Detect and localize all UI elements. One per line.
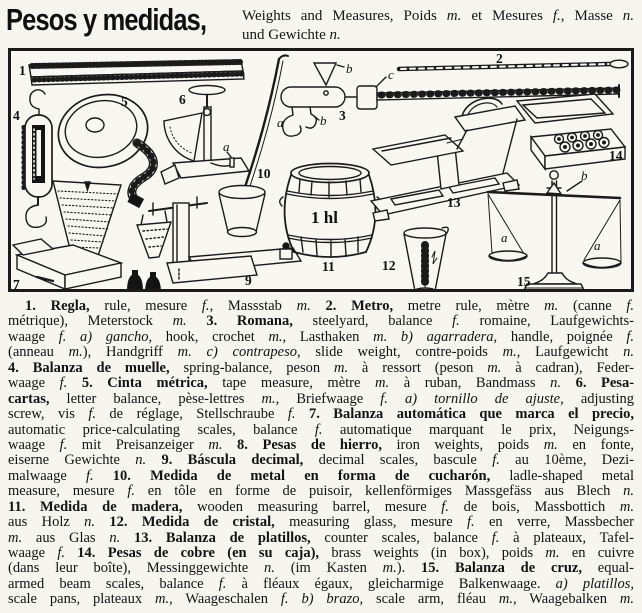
ruler-illustration [29, 60, 244, 85]
description-line: screw, vis f. de réglage, Stellschraube f. 7. Balanza automática que marca el precio, [8, 406, 635, 423]
description-line: m. aus Glas n. 13. Balanza de platillos, counter scales, balance f. à plateaux, Tafel- [8, 529, 634, 546]
page-title: Pesos y medidas, [6, 2, 207, 37]
label-15a-right: a [594, 238, 601, 253]
description-line: automatic price-calculating scales, balance f. automatique marquant le prix, Neigungs- [8, 421, 634, 438]
label-3a: a [277, 115, 284, 130]
description-line: scale pans, plateaux m., Waageschalen f. b) brazo, scale arm, fléau m., Waagebalken m. [8, 591, 634, 608]
barrel-capacity-marking: 1 hl [311, 208, 338, 227]
spring-balance-illustration [24, 90, 53, 227]
label-6a: a [223, 139, 230, 154]
description-line: (dans leur boîte), Messinggewichte n. (im Kasten m.). 15. Balanza de cruz, equal- [8, 560, 634, 577]
label-2: 2 [496, 51, 503, 66]
description-line: métrique), Meterstock m. 3. Romana, steelyard, balance f. romaine, Laufgewichts- [8, 313, 635, 330]
measuring-glass-illustration [404, 227, 448, 289]
description-line: aus Holz n. 12. Medida de cristal, measuring glass, mesure f. en verre, Massbecher [8, 514, 634, 531]
label-1: 1 [19, 63, 26, 78]
label-6: 6 [179, 92, 186, 107]
letter-balance-illustration [161, 86, 249, 185]
label-3b-handle: b [346, 61, 353, 76]
description-paragraph [8, 299, 634, 608]
label-4: 4 [13, 108, 20, 123]
subtitle-line-2: und Gewichte n. [242, 26, 341, 43]
description-line: 4. Balanza de muelle, spring-balance, peson m. à ressort (peson m. à cadran), Feder- [8, 359, 634, 376]
description-line: waage f. a) gancho, hook, crochet m., Lasthaken m. b) agarradera, handle, poignée f. [8, 328, 635, 345]
label-3b-hook: b [320, 113, 327, 128]
description-line: waage f. mit Preisanzeiger m. 8. Pesas de hierro, iron weights, poids m. en fonte, [8, 436, 635, 453]
label-11: 11 [322, 259, 335, 274]
description-line: cartas, letter balance, pèse-lettres m., Briefwaage f. a) tornillo de ajuste, adjusting [8, 390, 634, 407]
label-8: 8 [153, 276, 160, 289]
description-line: measure, mesure f. en tôle en forme de puisoir, kellenförmiges Massgefäss aus Blech n. [8, 483, 635, 500]
description-line: waage f. 5. Cinta métrica, tape measure, mètre m. à ruban, Bandmass n. 6. Pesa- [8, 375, 635, 392]
illustration-panel [8, 48, 634, 292]
description-line: eiserne Gewichte n. 9. Báscula decimal, decimal scales, bascule f. au 10ème, Dezi- [8, 452, 634, 469]
label-15: 15 [517, 274, 531, 289]
label-9: 9 [245, 273, 252, 288]
label-15b: b [581, 168, 588, 183]
description-line: armed beam scales, balance f. à fléaux égaux, gleicharmige Balkenwaage. a) platillos, [8, 575, 634, 592]
label-14: 14 [609, 148, 623, 163]
label-7: 7 [13, 277, 20, 289]
description-line: 1. Regla, rule, mesure f., Massstab m. 2. Metro, metre rule, mètre m. (canne f. [25, 298, 635, 314]
description-line: 11. Medida de madera, wooden measuring barrel, mesure f. de bois, Massbottich m. [8, 498, 634, 515]
label-12: 12 [382, 258, 396, 273]
price-scale-illustration [13, 181, 121, 289]
label-3c: c [388, 67, 394, 82]
label-13: 13 [447, 195, 461, 210]
illustrations-svg [11, 51, 631, 289]
decimal-scale-illustration [137, 197, 301, 283]
description-line: (anneau m.), Handgriff m. c) contrapeso, slide weight, contre-poids m., Laufgewicht n. [8, 344, 635, 361]
description-line: waage f. 14. Pesas de cobre (en su caja), brass weights (in box), poids m. en cuivre [8, 545, 635, 561]
subtitle-line-1: Weights and Measures, Poids m. et Mesures f., Masse n. [242, 8, 635, 24]
label-10: 10 [257, 166, 271, 181]
label-5: 5 [121, 94, 128, 109]
page-subtitle [242, 7, 634, 44]
label-15a-left: a [501, 230, 508, 245]
description-line: malwaage f. 10. Medida de metal en forma de cucharón, ladle-shaped metal [8, 467, 635, 484]
metre-rule-illustration [399, 60, 628, 69]
label-3: 3 [339, 108, 346, 123]
